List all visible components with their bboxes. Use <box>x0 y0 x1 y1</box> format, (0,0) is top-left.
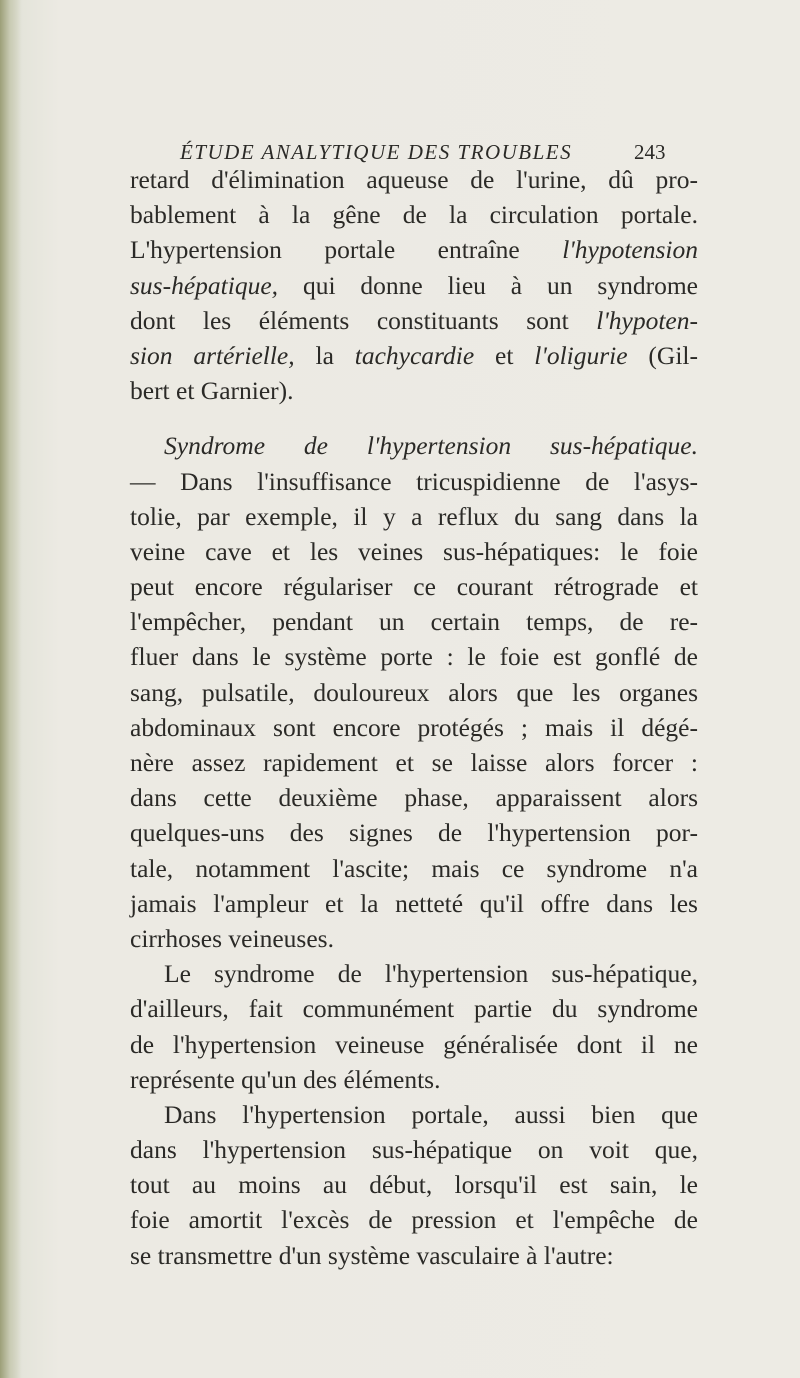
binding-shadow <box>0 0 22 1378</box>
text-run: Dans l'hypertension portale, aussi bien que <box>164 1099 698 1129</box>
text-run: qui donne lieu à un syndrome <box>278 270 698 300</box>
text-line <box>130 639 698 674</box>
text-run: l'empêcher, pendant un certain temps, de re- <box>130 607 698 637</box>
paragraph <box>130 1097 698 1273</box>
text-run: jamais l'ampleur et la netteté qu'il offre dans les <box>130 888 698 918</box>
text-run: de l'hypertension veineuse généralisée dont il ne <box>130 1029 698 1059</box>
text-line <box>130 710 698 745</box>
text-run: Le syndrome de l'hypertension sus-hépatique, <box>164 959 698 989</box>
italic-run: l'hypoten- <box>596 305 698 335</box>
text-line <box>130 303 698 338</box>
text-line <box>130 232 698 267</box>
text-line <box>130 991 698 1026</box>
text-run: bert et Garnier). <box>130 376 294 406</box>
italic-run: tachycardie <box>354 340 475 370</box>
text-line <box>130 1202 698 1237</box>
text-run: dans cette deuxième phase, apparaissent alors <box>130 783 698 813</box>
text-line <box>130 569 698 604</box>
text-line <box>130 1238 698 1273</box>
text-run: bablement à la gêne de la circulation portale. <box>130 200 698 230</box>
text-line <box>130 780 698 815</box>
text-line <box>130 464 698 499</box>
text-line <box>130 499 698 534</box>
text-line <box>130 534 698 569</box>
text-line <box>130 162 698 197</box>
text-run: retard d'élimination aqueuse de l'urine, dû pro- <box>130 165 698 194</box>
text-line <box>130 197 698 232</box>
text-run: cirrhoses veineuses. <box>130 923 334 953</box>
text-line <box>130 1132 698 1167</box>
running-title: ÉTUDE ANALYTIQUE DES TROUBLES <box>180 140 573 164</box>
text-line <box>130 268 698 303</box>
paragraph <box>130 162 698 408</box>
text-run: tale, notamment l'ascite; mais ce syndrome n'a <box>130 853 698 883</box>
text-line <box>130 1097 698 1132</box>
text-run: nère assez rapidement et se laisse alors forcer : <box>130 748 698 777</box>
paragraph-gap <box>130 408 698 428</box>
text-run: fluer dans le système porte : le foie est gonflé de <box>130 642 698 672</box>
text-run: (Gil- <box>627 340 698 370</box>
italic-run: Syndrome de l'hypertension sus-hépatique. <box>164 431 698 461</box>
italic-run: l'hypotension <box>562 235 698 265</box>
text-run: quelques-uns des signes de l'hypertension por- <box>130 818 698 848</box>
paragraph <box>130 956 698 1097</box>
text-run: peut encore régulariser ce courant rétrograde et <box>130 572 698 602</box>
text-run: dans l'hypertension sus-hépatique on voit que, <box>130 1135 698 1165</box>
text-run: tout au moins au début, lorsqu'il est sain, le <box>130 1170 698 1200</box>
italic-run: sus-hépatique, <box>130 270 279 300</box>
text-line <box>130 675 698 710</box>
text-line <box>130 886 698 921</box>
text-run: sang, pulsatile, douloureux alors que les organes <box>130 677 698 707</box>
text-run: la <box>294 340 355 370</box>
text-run: représente qu'un des éléments. <box>130 1064 441 1094</box>
italic-run: l'oligurie <box>534 340 628 370</box>
text-line <box>130 338 698 373</box>
page-number: 243 <box>634 140 666 164</box>
text-line <box>130 604 698 639</box>
text-line <box>130 956 698 991</box>
text-run: tolie, par exemple, il y a reflux du sang dans la <box>130 501 698 531</box>
body-text <box>130 162 698 1273</box>
text-line <box>130 1062 698 1097</box>
text-run: abdominaux sont encore protégés ; mais il dégé- <box>130 712 698 742</box>
text-line <box>130 851 698 886</box>
paragraph <box>130 428 698 956</box>
text-run: L'hypertension portale entraîne <box>130 235 563 265</box>
text-run: se transmettre d'un système vasculaire à l'autre: <box>130 1240 614 1270</box>
text-run: foie amortit l'excès de pression et l'empêche de <box>130 1205 698 1235</box>
text-run: veine cave et les veines sus-hépatiques: le foie <box>130 536 698 566</box>
text-run: et <box>474 340 535 370</box>
text-run: — Dans l'insuffisance tricuspidienne de l'asys- <box>130 466 698 496</box>
text-line <box>130 373 698 408</box>
text-line <box>130 1027 698 1062</box>
text-line <box>130 745 698 780</box>
text-line <box>130 1167 698 1202</box>
text-run: dont les éléments constituants sont <box>130 305 597 335</box>
text-run: d'ailleurs, fait communément partie du syndrome <box>130 994 698 1024</box>
italic-run: sion artérielle, <box>130 340 295 370</box>
text-line <box>130 428 698 463</box>
text-line <box>130 815 698 850</box>
text-line <box>130 921 698 956</box>
